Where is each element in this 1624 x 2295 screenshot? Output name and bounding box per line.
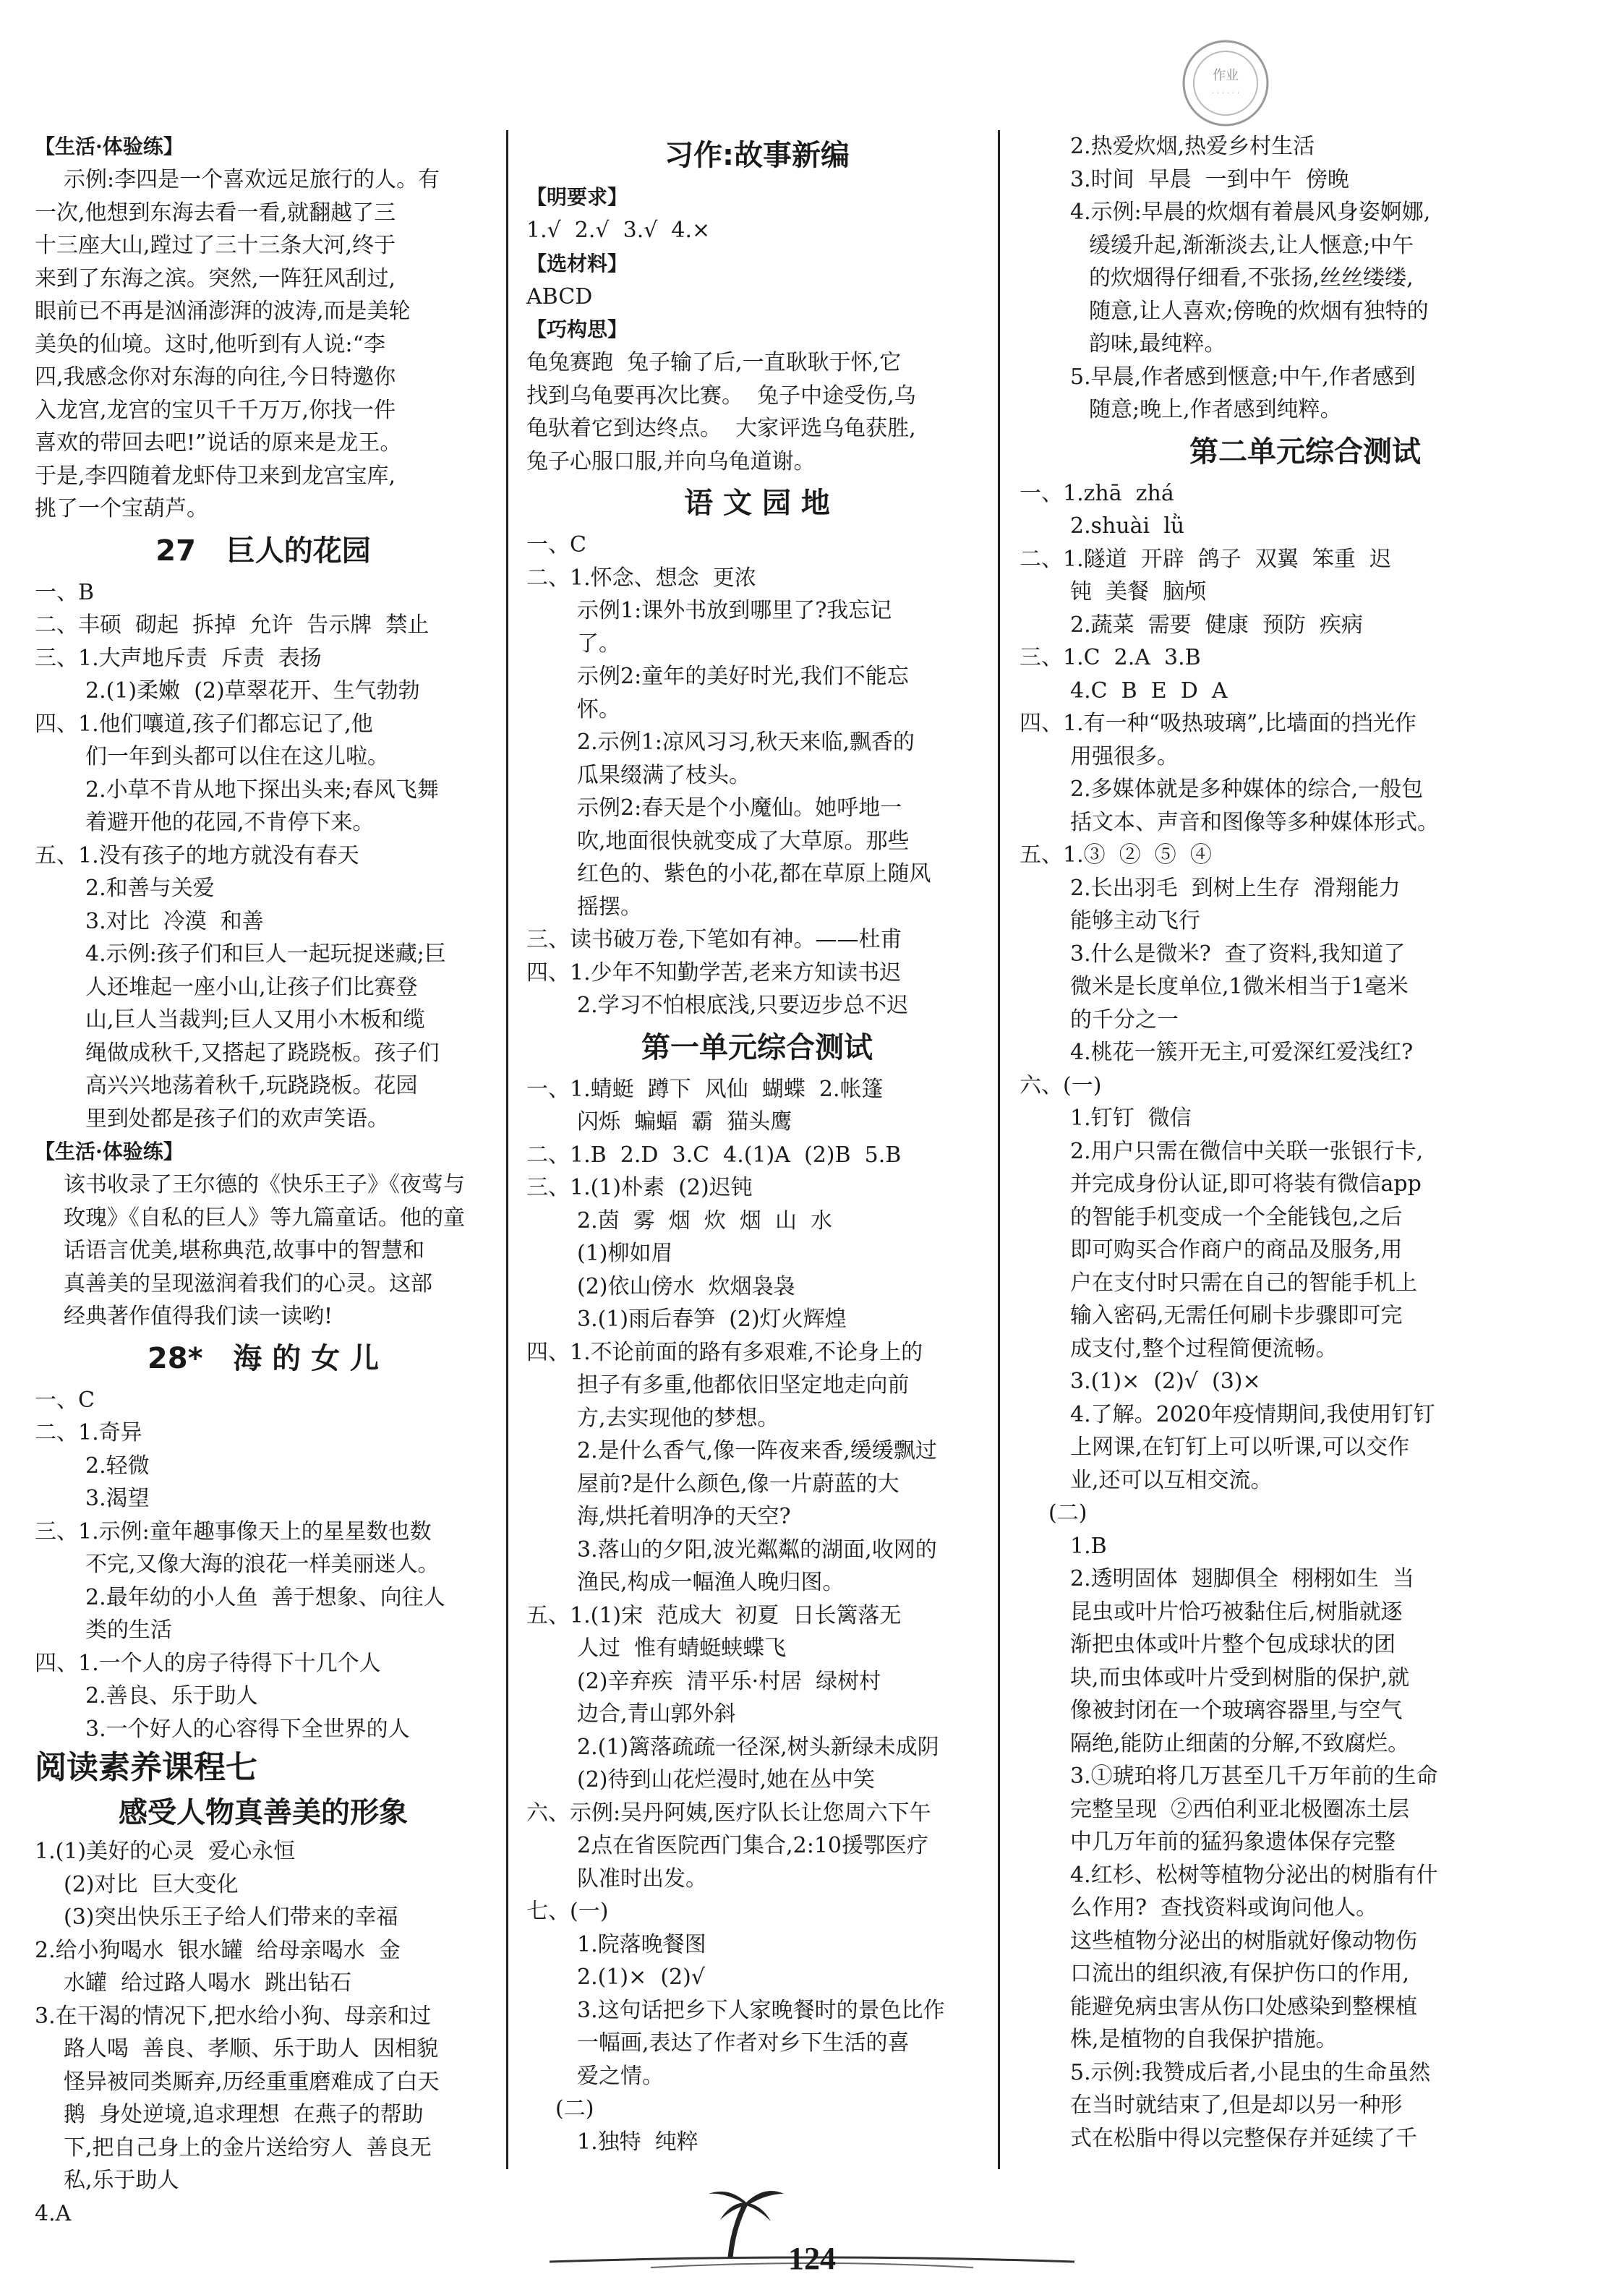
answer-line: 并完成身份认证,即可将装有微信app (1070, 1171, 1422, 1197)
answer-line: 3.落山的夕阳,波光粼粼的湖面,收网的 (577, 1537, 937, 1563)
answer-line: 爱之情。 (577, 2063, 664, 2089)
answer-line: (二) (555, 2096, 594, 2121)
answer-line: 四、1.少年不知勤学苦,老来方知读书迟 (526, 960, 902, 986)
answer-line: 3.渴望 (85, 1486, 150, 1511)
answer-line: 经典著作值得我们读一读哟! (64, 1304, 333, 1329)
answer-line: 1.B (1070, 1533, 1107, 1559)
answer-line: 入龙宫,龙宫的宝贝千千万万,你找一件 (35, 397, 396, 423)
answer-line: 成支付,整个过程简便流畅。 (1070, 1335, 1338, 1362)
section-heading: 阅读素养课程七 (35, 1749, 257, 1786)
section-tag: 【巧构思】 (526, 317, 628, 341)
answer-line: 3.时间 早晨 一到中午 傍晚 (1070, 166, 1349, 192)
answer-line: 示例2:童年的美好时光,我们不能忘 (577, 664, 909, 689)
answer-line: 3.(1)× (2)√ (3)× (1070, 1369, 1261, 1394)
answer-line: 1.院落晚餐图 (577, 1931, 706, 1957)
answer-line: 2.示例1:凉风习习,秋天来临,飘香的 (577, 730, 915, 755)
answer-line: 上网课,在钉钉上可以听课,可以交作 (1070, 1435, 1410, 1460)
answer-line: 五、1.③ ② ⑤ ④ (1020, 842, 1212, 868)
answer-line: 路人喝 善良、孝顺、乐于助人 因相貌 (64, 2036, 439, 2061)
answer-line: 三、读书破万卷,下笔如有神。——杜甫 (526, 927, 902, 952)
answer-line: 中几万年前的猛犸象遗体保存完整 (1070, 1829, 1396, 1855)
answer-line: 里到处都是孩子们的欢声笑语。 (85, 1106, 389, 1132)
answer-line: 吹,地面很快就变成了大草原。那些 (577, 828, 910, 854)
answer-line: (1)柳如眉 (577, 1241, 673, 1266)
answer-column-left (35, 130, 492, 2230)
section-heading: 27 巨人的花园 (155, 534, 371, 568)
answer-line: 找到乌龟要再次比赛。 兔子中途受伤,乌 (526, 382, 916, 409)
answer-line: 渐把虫体或叶片整个包成球状的团 (1070, 1632, 1396, 1657)
answer-line: 怪异被同类厮弃,历经重重磨难成了白天 (64, 2069, 440, 2095)
answer-line: 输入密码,无需任何刷卡步骤即可完 (1070, 1303, 1403, 1328)
answer-line: 的炊烟得仔细看,不张扬,丝丝缕缕, (1089, 265, 1414, 291)
answer-line: 水罐 给过路人喝水 跳出钻石 (64, 1970, 352, 1996)
answer-line: 这些植物分泌出的树脂就好像动物伤 (1070, 1928, 1417, 1954)
answer-line: 2.是什么香气,像一阵夜来香,缓缓飘过 (577, 1438, 937, 1463)
answer-line: 三、1.示例:童年趣事像天上的星星数也数 (35, 1518, 432, 1544)
answer-line: 私,乐于助人 (64, 2168, 179, 2193)
answer-line: 3.对比 冷漠 和善 (85, 908, 264, 934)
answer-line: 挑了一个宝葫芦。 (35, 496, 208, 521)
answer-line: 2.茵 雾 烟 炊 烟 山 水 (577, 1208, 833, 1234)
answer-line: 怀。 (577, 696, 620, 722)
answer-line: 1.独特 纯粹 (577, 2129, 698, 2155)
answer-line: 四,我感念你对东海的向往,今日特邀你 (35, 364, 396, 390)
answer-line: 微米是长度单位,1微米相当于1毫米 (1070, 974, 1409, 999)
answer-line: 2.(1)柔嫩 (2)草翠花开、生气勃勃 (85, 678, 420, 704)
answer-line: 屋前?是什么颜色,像一片蔚蓝的大 (577, 1471, 899, 1497)
answer-line: 类的生活 (85, 1617, 172, 1643)
svg-text:· · · · · ·: · · · · · · (1211, 88, 1240, 98)
answer-line: 一次,他想到东海去看一看,就翻越了三 (35, 200, 396, 226)
answer-line: 3.一个好人的心容得下全世界的人 (85, 1716, 410, 1742)
answer-line: 四、1.有一种“吸热玻璃”,比墙面的挡光作 (1020, 711, 1416, 736)
answer-line: 口流出的组织液,有保护伤口的作用, (1070, 1961, 1410, 1986)
answer-line: 二、1.隧道 开辟 鸽子 双翼 笨重 迟 (1020, 546, 1391, 572)
answer-line: 六、示例:吴丹阿姨,医疗队长让您周六下午 (526, 1800, 931, 1826)
answer-line: 下,把自己身上的金片送给穷人 善良无 (64, 2134, 432, 2161)
answer-line: 喜欢的带回去吧!”说话的原来是龙王。 (35, 430, 402, 456)
answer-line: 海,烘托着明净的天空? (577, 1504, 791, 1529)
answer-line: 2.学习不怕根底浅,只要迈步总不迟 (577, 993, 909, 1018)
answer-line: 2.和善与关爱 (85, 876, 215, 901)
answer-line: 3.这句话把乡下人家晚餐时的景色比作 (577, 1997, 945, 2023)
answer-line: 人过 惟有蜻蜓蛱蝶飞 (577, 1636, 787, 1661)
answer-line: 着避开他的花园,不肯停下来。 (85, 810, 375, 835)
answer-line: 玫瑰》《自私的巨人》等九篇童话。他的童 (64, 1205, 465, 1231)
answer-line: 隔绝,能防止细菌的分解,不致腐烂。 (1070, 1730, 1410, 1756)
answer-line: 的智能手机变成一个全能钱包,之后 (1070, 1204, 1403, 1230)
answer-line: 来到了东海之滨。突然,一阵狂风刮过, (35, 265, 396, 291)
answer-line: (二) (1048, 1500, 1087, 1526)
answer-line: 一幅画,表达了作者对乡下生活的喜 (577, 2030, 910, 2056)
answer-line: 3.(1)雨后春笋 (2)灯火辉煌 (577, 1307, 847, 1332)
answer-line: 随意;晚上,作者感到纯粹。 (1089, 397, 1342, 422)
answer-line: 人还堆起一座小山,让孩子们比赛登 (85, 974, 418, 1000)
answer-line: 了。 (577, 631, 620, 657)
answer-line: 株,是植物的自我保护措施。 (1070, 2027, 1338, 2052)
answer-line: ABCD (526, 283, 593, 309)
answer-line: 2.长出羽毛 到树上生存 滑翔能力 (1070, 875, 1401, 901)
answer-line: 眼前已不再是汹涌澎湃的波涛,而是美轮 (35, 299, 411, 324)
answer-line: 完整呈现 ②西伯利亚北极圈冻土层 (1070, 1796, 1410, 1822)
answer-line: 4.A (35, 2200, 72, 2226)
answer-line: 一、1.zhā zhá (1020, 480, 1174, 506)
answer-line: 2.善良、乐于助人 (85, 1683, 258, 1709)
answer-line: 美奂的仙境。这时,他听到有人说:“李 (35, 331, 385, 357)
answer-line: 三、1.(1)朴素 (2)迟钝 (526, 1175, 753, 1200)
section-tag: 【生活·体验练】 (35, 134, 184, 158)
answer-line: 渔民,构成一幅渔人晚归图。 (577, 1570, 845, 1595)
answer-line: 钝 美餐 脑颅 (1070, 579, 1207, 604)
answer-line: 随意,让人喜欢;傍晚的炊烟有独特的 (1089, 298, 1429, 324)
answer-line: (3)突出快乐王子给人们带来的幸福 (64, 1905, 398, 1930)
answer-line: 方,去实现他的梦想。 (577, 1405, 779, 1431)
answer-line: 三、1.大声地斥责 斥责 表扬 (35, 645, 322, 671)
answer-line: 七、(一) (526, 1899, 609, 1924)
page-number: 124 (788, 2241, 836, 2276)
answer-column-middle (526, 130, 988, 2158)
section-heading: 语 文 园 地 (684, 487, 830, 520)
answer-line: 即可购买合作商户的商品及服务,用 (1070, 1237, 1403, 1262)
answer-line: 么作用? 查找资料或询问他人。 (1070, 1895, 1378, 1920)
answer-line: 2.蔬菜 需要 健康 预防 疾病 (1070, 612, 1363, 638)
stamp-seal (1179, 36, 1273, 130)
answer-line: 2.shuài lǜ (1070, 513, 1185, 539)
answer-line: 该书收录了王尔德的《快乐王子》《夜莺与 (64, 1172, 465, 1197)
answer-line: 能够主动飞行 (1070, 908, 1200, 933)
answer-line: 十三座大山,蹚过了三十三条大河,终于 (35, 233, 396, 258)
answer-line: 2.透明固体 翅脚俱全 栩栩如生 当 (1070, 1566, 1414, 1591)
answer-line: 于是,李四随着龙虾侍卫来到龙宫宝库, (35, 463, 396, 489)
answer-line: 话语言优美,堪称典范,故事中的智慧和 (64, 1238, 425, 1263)
section-heading: 习作:故事新编 (664, 139, 850, 172)
answer-line: 4.C B E D A (1070, 678, 1228, 704)
answer-line: 2.多媒体就是多种媒体的综合,一般包 (1070, 777, 1424, 802)
answer-line: 2.热爱炊烟,热爱乡村生活 (1070, 134, 1315, 159)
answer-line: 瓜果缀满了枝头。 (577, 762, 751, 788)
answer-line: 式在松脂中得以完整保存并延续了千 (1070, 2125, 1417, 2151)
answer-line: 一、C (35, 1387, 95, 1413)
answer-line: (2)对比 巨大变化 (64, 1871, 239, 1897)
section-tag: 【生活·体验练】 (35, 1140, 184, 1163)
answer-line: 能避免病虫害从伤口处感染到整棵植 (1070, 1993, 1417, 2020)
answer-line: 一、C (526, 532, 586, 557)
answer-line: 2点在省医院西门集合,2:10援鄂医疗 (577, 1833, 928, 1858)
answer-line: 三、1.C 2.A 3.B (1020, 645, 1201, 670)
column-divider (506, 130, 508, 2169)
answer-line: 队准时出发。 (577, 1866, 707, 1892)
answer-line: 六、(一) (1020, 1072, 1102, 1098)
answer-line: 兔子心服口服,并向乌龟道谢。 (526, 448, 816, 474)
answer-line: 龟兔赛跑 兔子输了后,一直耿耿于怀,它 (526, 350, 902, 375)
answer-line: 龟驮着它到达终点。 大家评选乌龟获胜, (526, 416, 916, 441)
answer-line: 的千分之一 (1070, 1007, 1179, 1033)
answer-line: 2.给小狗喝水 银水罐 给母亲喝水 金 (35, 1937, 401, 1963)
answer-line: 示例:李四是一个喜欢远足旅行的人。有 (64, 167, 440, 192)
answer-line: 户在支付时只需在自己的智能手机上 (1070, 1270, 1417, 1296)
section-heading: 感受人物真善美的形象 (119, 1796, 408, 1829)
answer-line: 红色的、紫色的小花,都在草原上随风 (577, 861, 931, 886)
answer-line: 四、1.一个人的房子待得下十几个人 (35, 1650, 381, 1676)
answer-line: 3.什么是微米? 查了资料,我知道了 (1070, 941, 1406, 967)
answer-line: 5.早晨,作者感到惬意;中午,作者感到 (1070, 364, 1416, 390)
answer-column-right (1020, 130, 1591, 2155)
answer-line: 4.桃花一簇开无主,可爱深红爱浅红? (1070, 1040, 1414, 1065)
answer-line: 二、丰硕 砌起 拆掉 允许 告示牌 禁止 (35, 612, 429, 638)
answer-line: 用强很多。 (1070, 743, 1179, 769)
answer-line: (2)辛弃疾 清平乐·村居 绿树村 (577, 1668, 881, 1694)
answer-line: 1.(1)美好的心灵 爱心永恒 (35, 1839, 296, 1864)
answer-line: 1.√ 2.√ 3.√ 4.× (526, 218, 711, 243)
answer-line: 五、1.没有孩子的地方就没有春天 (35, 842, 359, 868)
answer-line: 2.最年幼的小人鱼 善于想象、向往人 (85, 1584, 445, 1610)
answer-line: 2.(1)× (2)√ (577, 1965, 705, 1990)
answer-line: 示例1:课外书放到哪里了?我忘记 (577, 598, 892, 623)
answer-line: 一、1.蜻蜓 蹲下 风仙 蝴蝶 2.帐篷 (526, 1076, 884, 1102)
answer-line: 四、1.不论前面的路有多艰难,不论身上的 (526, 1339, 923, 1365)
answer-line: 4.示例:孩子们和巨人一起玩捉迷藏;巨 (85, 941, 446, 967)
answer-line: 们一年到头都可以住在这儿啦。 (85, 744, 389, 769)
answer-line: (2)依山傍水 炊烟袅袅 (577, 1273, 795, 1299)
answer-line: 一、B (35, 579, 95, 605)
svg-text:作业: 作业 (1213, 68, 1239, 83)
answer-line: 二、1.奇异 (35, 1420, 142, 1445)
answer-line: 不完,又像大海的浪花一样美丽迷人。 (85, 1552, 440, 1577)
column-divider (998, 130, 1000, 2169)
answer-line: 2.轻微 (85, 1453, 150, 1479)
answer-line: 业,还可以互相交流。 (1070, 1467, 1273, 1493)
answer-line: 边合,青山郭外斜 (577, 1701, 736, 1727)
answer-line: 2.用户只需在微信中关联一张银行卡, (1070, 1138, 1424, 1164)
answer-line: (2)待到山花烂漫时,她在丛中笑 (577, 1767, 876, 1792)
answer-line: 绳做成秋千,又搭起了跷跷板。孩子们 (85, 1040, 440, 1066)
answer-line: 4.示例:早晨的炊烟有着晨风身姿婀娜, (1070, 200, 1431, 225)
answer-line: 山,巨人当裁判;巨人又用小木板和缆 (85, 1007, 425, 1033)
answer-line: 2.(1)篱落疏疏一径深,树头新绿未成阴 (577, 1734, 939, 1760)
answer-line: 四、1.他们嚷道,孩子们都忘记了,他 (35, 711, 373, 737)
answer-line: 高兴兴地荡着秋千,玩跷跷板。花园 (85, 1073, 418, 1098)
section-heading: 第二单元综合测试 (1189, 435, 1421, 469)
answer-line: 4.红杉、松树等植物分泌出的树脂有什 (1070, 1862, 1438, 1888)
answer-line: 韵味,最纯粹。 (1089, 331, 1226, 356)
answer-line: 2.小草不肯从地下探出头来;春风飞舞 (85, 777, 439, 803)
answer-line: 二、1.B 2.D 3.C 4.(1)A (2)B 5.B (526, 1142, 902, 1168)
answer-line: 昆虫或叶片恰巧被黏住后,树脂就逐 (1070, 1599, 1403, 1625)
answer-line: 缓缓升起,渐渐淡去,让人惬意;中午 (1089, 232, 1414, 258)
answer-line: 二、1.怀念、想念 更浓 (526, 565, 756, 591)
answer-line: 鹅 身处逆境,追求理想 在燕子的帮助 (64, 2102, 424, 2127)
answer-line: 块,而虫体或叶片受到树脂的保护,就 (1070, 1664, 1410, 1691)
section-tag: 【明要求】 (526, 185, 628, 209)
answer-line: 在当时就结束了,但是却以另一种形 (1070, 2093, 1403, 2118)
section-heading: 28* 海 的 女 儿 (147, 1341, 380, 1375)
answer-line: 1.钉钉 微信 (1070, 1106, 1192, 1131)
section-heading: 第一单元综合测试 (641, 1030, 873, 1064)
answer-line: 五、1.(1)宋 范成大 初夏 日长篱落无 (526, 1602, 902, 1628)
answer-line: 3.①琥珀将几万甚至几千万年前的生命 (1070, 1764, 1438, 1789)
answer-line: 5.示例:我赞成后者,小昆虫的生命虽然 (1070, 2059, 1431, 2085)
answer-line: 闪烁 蝙蝠 霸 猫头鹰 (577, 1109, 792, 1134)
answer-line: 摇摆。 (577, 894, 642, 920)
answer-line: 示例2:春天是个小魔仙。她呼地一 (577, 795, 902, 821)
answer-line: 像被封闭在一个玻璃容器里,与空气 (1070, 1698, 1403, 1723)
answer-line: 3.在干渴的情况下,把水给小狗、母亲和过 (35, 2003, 432, 2029)
answer-line: 担子有多重,他都依旧坚定地走向前 (577, 1372, 910, 1398)
answer-line: 4.了解。2020年疫情期间,我使用钉钉 (1070, 1401, 1435, 1427)
answer-line: 真善美的呈现滋润着我们的心灵。这部 (64, 1270, 432, 1296)
section-tag: 【选材料】 (526, 251, 628, 275)
answer-line: 括文本、声音和图像等多种媒体形式。 (1070, 809, 1439, 835)
